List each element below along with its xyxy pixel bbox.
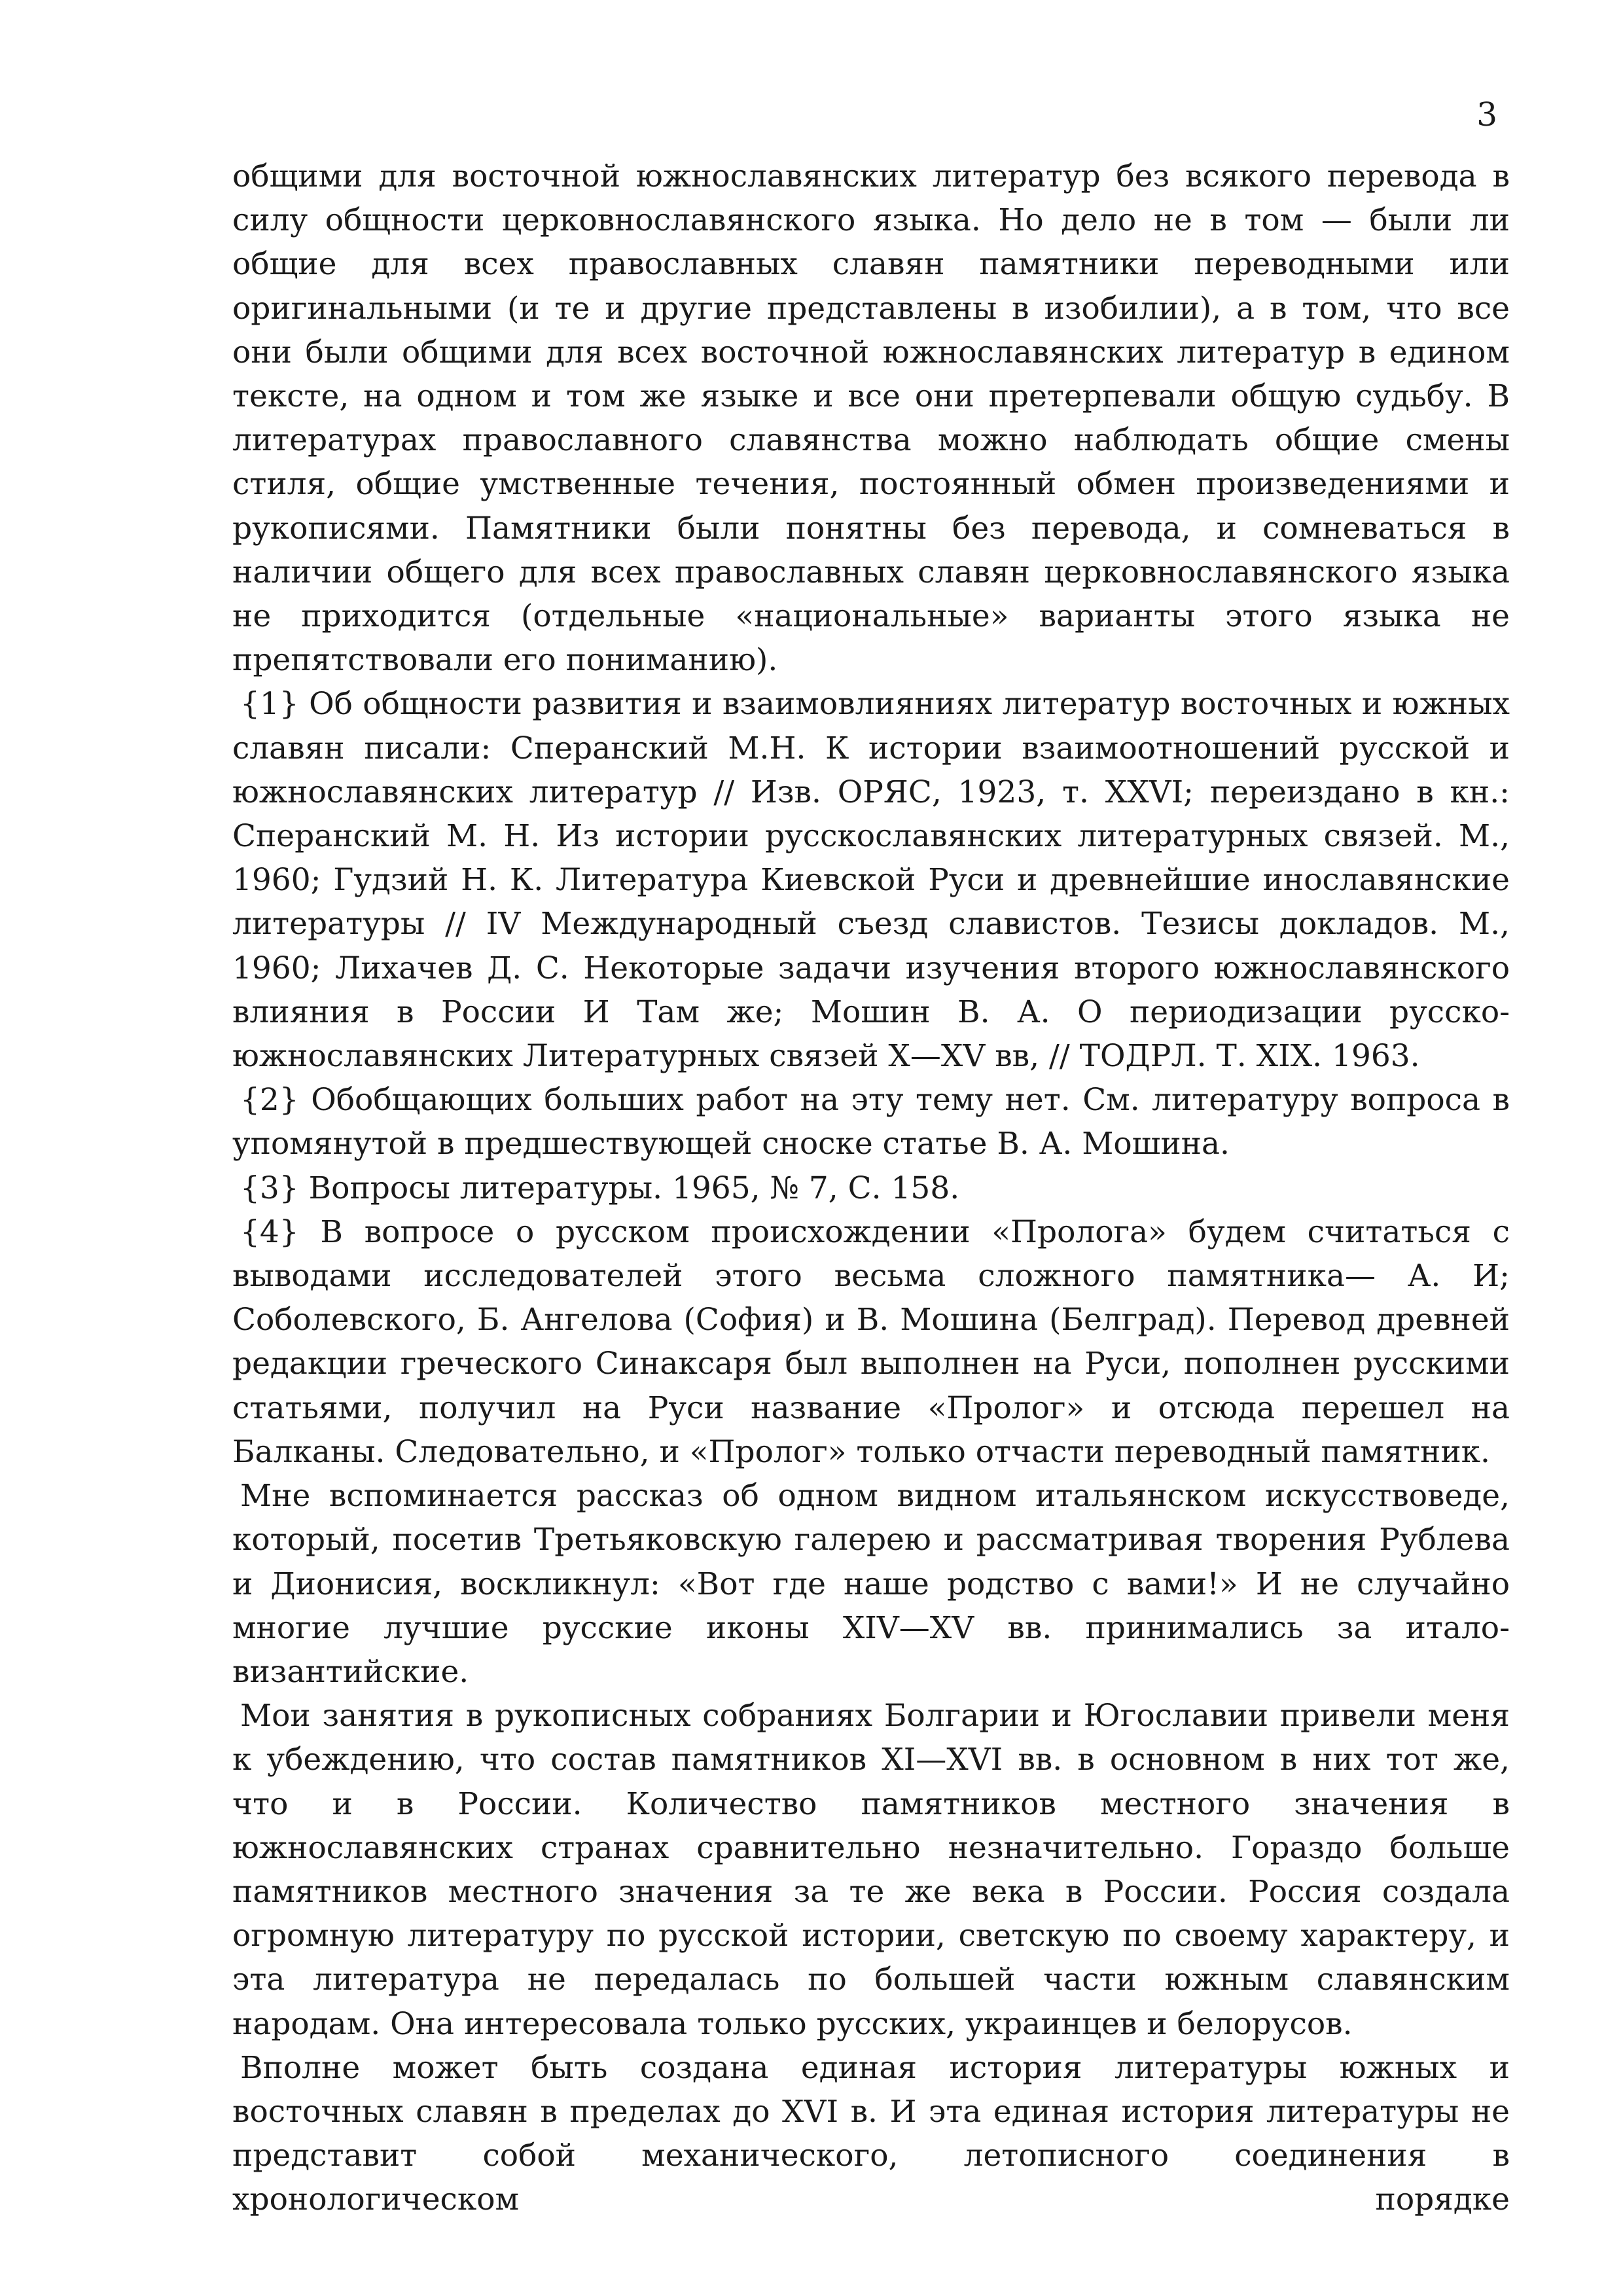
- page-number: 3: [1476, 96, 1497, 134]
- paragraph-manuscript-studies: Мои занятия в рукописных собраниях Болгарии и Югославии привели меня к убеждению, что состав памятников XI—XVI вв. в основном в них тот же, что и в России. Количество памятников местного значения в южнославянских странах сравнительно незначительно. Гораздо больше памятников местного значения за те же века в России. Россия создала огромную литературу по русской истории, светскую по своему характеру, и эта литература не передалась по большей части южным славянским народам. Она интересовала только русских, украинцев и белорусов.: [232, 1698, 1510, 2042]
- paragraph-unified-history: Вполне может быть создана единая история литературы южных и восточных славян в пределах до XVI в. И эта единая история литературы не представит собой механического, летописного соединения в хронологическом порядке: [232, 2049, 1510, 2218]
- footnote-4: {4} В вопросе о русском происхождении «Пролога» будем считаться с выводами исследователей этого весьма сложного памятника— А. И; Соболевского, Б. Ангелова (София) и В. Мошина (Белград). Перевод древней редакции греческого Синаксаря был выполнен на Руси, пополнен русскими статьями, получил на Руси название «Пролог» и отсюда перешел на Балканы. Следовательно, и «Пролог» только отчасти переводный памятник.: [232, 1213, 1510, 1470]
- paragraph-art-historian: Мне вспоминается рассказ об одном видном итальянском искусствоведе, который, посетив Третьяковскую галерею и рассматривая творения Рублева и Дионисия, воскликнул: «Вот где наше родство с вами!» И не случайно многие лучшие русские иконы XIV—XV вв. принимались за итало-византийские.: [232, 1478, 1510, 1690]
- footnote-2: {2} Обобщающих больших работ на эту тему нет. См. литературу вопроса в упомянутой в предшествующей сноске статье В. А. Мошина.: [232, 1082, 1510, 1162]
- footnote-1: {1} Об общности развития и взаимовлияниях литератур восточных и южных славян писали: Сперанский М.Н. К истории взаимоотношений русской и южнославянских литератур // Изв. ОРЯС, 1923, т. XXVI; переиздано в кн.: Сперанский М. Н. Из истории русскославянских литературных связей. М., 1960; Гудзий Н. К. Литература Киевской Руси и древнейшие инославянские литературы // IV Международный съезд славистов. Тезисы докладов. М., 1960; Лихачев Д. С. Некоторые задачи изучения второго южнославянского влияния в России И Там же; Мошин В. А. О периодизации русско-южнославянских Литературных связей X—XV вв, // ТОДРЛ. Т. XIX. 1963.: [232, 686, 1510, 1075]
- document-body: [232, 154, 1510, 2222]
- footnote-3: {3} Вопросы литературы. 1965, № 7, С. 158.: [240, 1170, 960, 1206]
- paragraph-continuation: общими для восточной южнославянских литератур без всякого перевода в силу общности церковнославянского языка. Но дело не в том — были ли общие для всех православных славян памятники переводными или оригинальными (и те и другие представлены в изобилии), а в том, что все они были общими для всех восточной южнославянских литератур в едином тексте, на одном и том же языке и все они претерпевали общую судьбу. В литературах православного славянства можно наблюдать общие смены стиля, общие умственные течения, постоянный обмен произведениями и рукописями. Памятники были понятны без перевода, и сомневаться в наличии общего для всех православных славян церковнославянского языка не приходится (отдельные «национальные» варианты этого языка не препятствовали его пониманию).: [232, 158, 1510, 679]
